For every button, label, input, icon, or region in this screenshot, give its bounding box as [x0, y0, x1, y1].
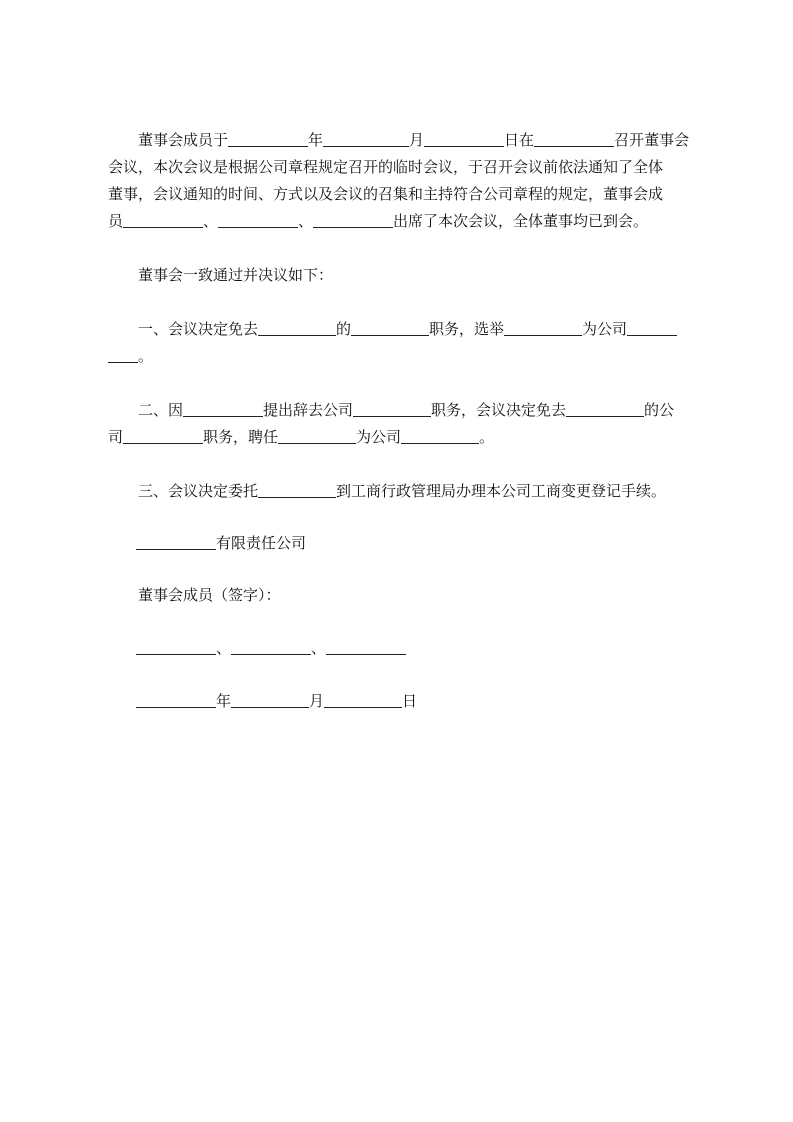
- blank-field[interactable]: [401, 427, 479, 444]
- blank-field[interactable]: [183, 400, 263, 417]
- text: 日在: [504, 131, 535, 149]
- paragraph-1-line-1: [138, 127, 689, 153]
- signature-field[interactable]: [136, 638, 216, 655]
- blank-field[interactable]: [218, 211, 298, 228]
- text: 提出辞去公司: [263, 401, 354, 419]
- company-name-line: [136, 530, 306, 556]
- text: 月: [309, 692, 325, 710]
- text: 三、会议决定委托: [138, 482, 259, 500]
- text: 、: [216, 639, 232, 657]
- blank-field[interactable]: [258, 319, 336, 336]
- resolution-heading: 董事会一致通过并决议如下：: [138, 266, 334, 284]
- text: 职务，聘任: [203, 428, 279, 446]
- date-line: [136, 688, 417, 714]
- text: 、: [203, 212, 219, 230]
- blank-field[interactable]: [566, 400, 644, 417]
- text: 职务，选举: [429, 320, 505, 338]
- signers-line: [136, 635, 406, 661]
- text: 召开董事会: [614, 131, 690, 149]
- text: 二、因: [138, 401, 184, 419]
- paragraph-1-line-2: 会议，本次会议是根据公司章程规定召开的临时会议，于召开会议前依法通知了全体: [108, 158, 664, 176]
- text: 的公: [644, 401, 675, 419]
- blank-field[interactable]: [228, 130, 308, 147]
- blank-field[interactable]: [323, 130, 409, 147]
- text: 到工商行政管理局办理本公司工商变更登记手续。: [336, 482, 667, 500]
- item-2-line-1: [138, 397, 674, 423]
- item-3: [138, 478, 666, 504]
- signature-field[interactable]: [231, 638, 311, 655]
- text: 为公司: [356, 428, 402, 446]
- blank-field[interactable]: [108, 346, 138, 363]
- blank-field[interactable]: [278, 427, 356, 444]
- blank-field[interactable]: [123, 427, 203, 444]
- text: 的: [336, 320, 352, 338]
- blank-field[interactable]: [313, 211, 393, 228]
- text: 员: [108, 212, 124, 230]
- blank-field[interactable]: [136, 533, 216, 550]
- text: 一、会议决定免去: [138, 320, 259, 338]
- text: 、: [311, 639, 327, 657]
- paragraph-1-line-3: 董事，会议通知的时间、方式以及会议的召集和主持符合公司章程的规定，董事会成: [108, 185, 664, 203]
- text: 司: [108, 428, 124, 446]
- text: 日: [402, 692, 418, 710]
- text: 职务，会议决定免去: [431, 401, 567, 419]
- text: 月: [409, 131, 425, 149]
- text: 。: [479, 428, 495, 446]
- blank-field[interactable]: [353, 400, 431, 417]
- item-1-line-2: [108, 343, 153, 369]
- item-2-line-2: [108, 424, 494, 450]
- blank-field[interactable]: [351, 319, 429, 336]
- year-field[interactable]: [136, 691, 216, 708]
- blank-field[interactable]: [504, 319, 582, 336]
- text: 、: [298, 212, 314, 230]
- blank-field[interactable]: [123, 211, 203, 228]
- text: 。: [138, 347, 154, 365]
- blank-field[interactable]: [424, 130, 504, 147]
- blank-field[interactable]: [258, 481, 336, 498]
- blank-field[interactable]: [627, 319, 677, 336]
- blank-field[interactable]: [534, 130, 614, 147]
- text: 董事会成员于: [138, 131, 229, 149]
- item-1-line-1: [138, 316, 677, 342]
- text: 出席了本次会议，全体董事均已到会。: [393, 212, 649, 230]
- paragraph-1-line-4: [108, 208, 648, 234]
- signers-label: 董事会成员（签字）：: [138, 586, 281, 604]
- day-field[interactable]: [324, 691, 402, 708]
- text: 有限责任公司: [216, 534, 307, 552]
- signature-field[interactable]: [326, 638, 406, 655]
- text: 为公司: [582, 320, 628, 338]
- text: 年: [308, 131, 324, 149]
- text: 年: [216, 692, 232, 710]
- month-field[interactable]: [231, 691, 309, 708]
